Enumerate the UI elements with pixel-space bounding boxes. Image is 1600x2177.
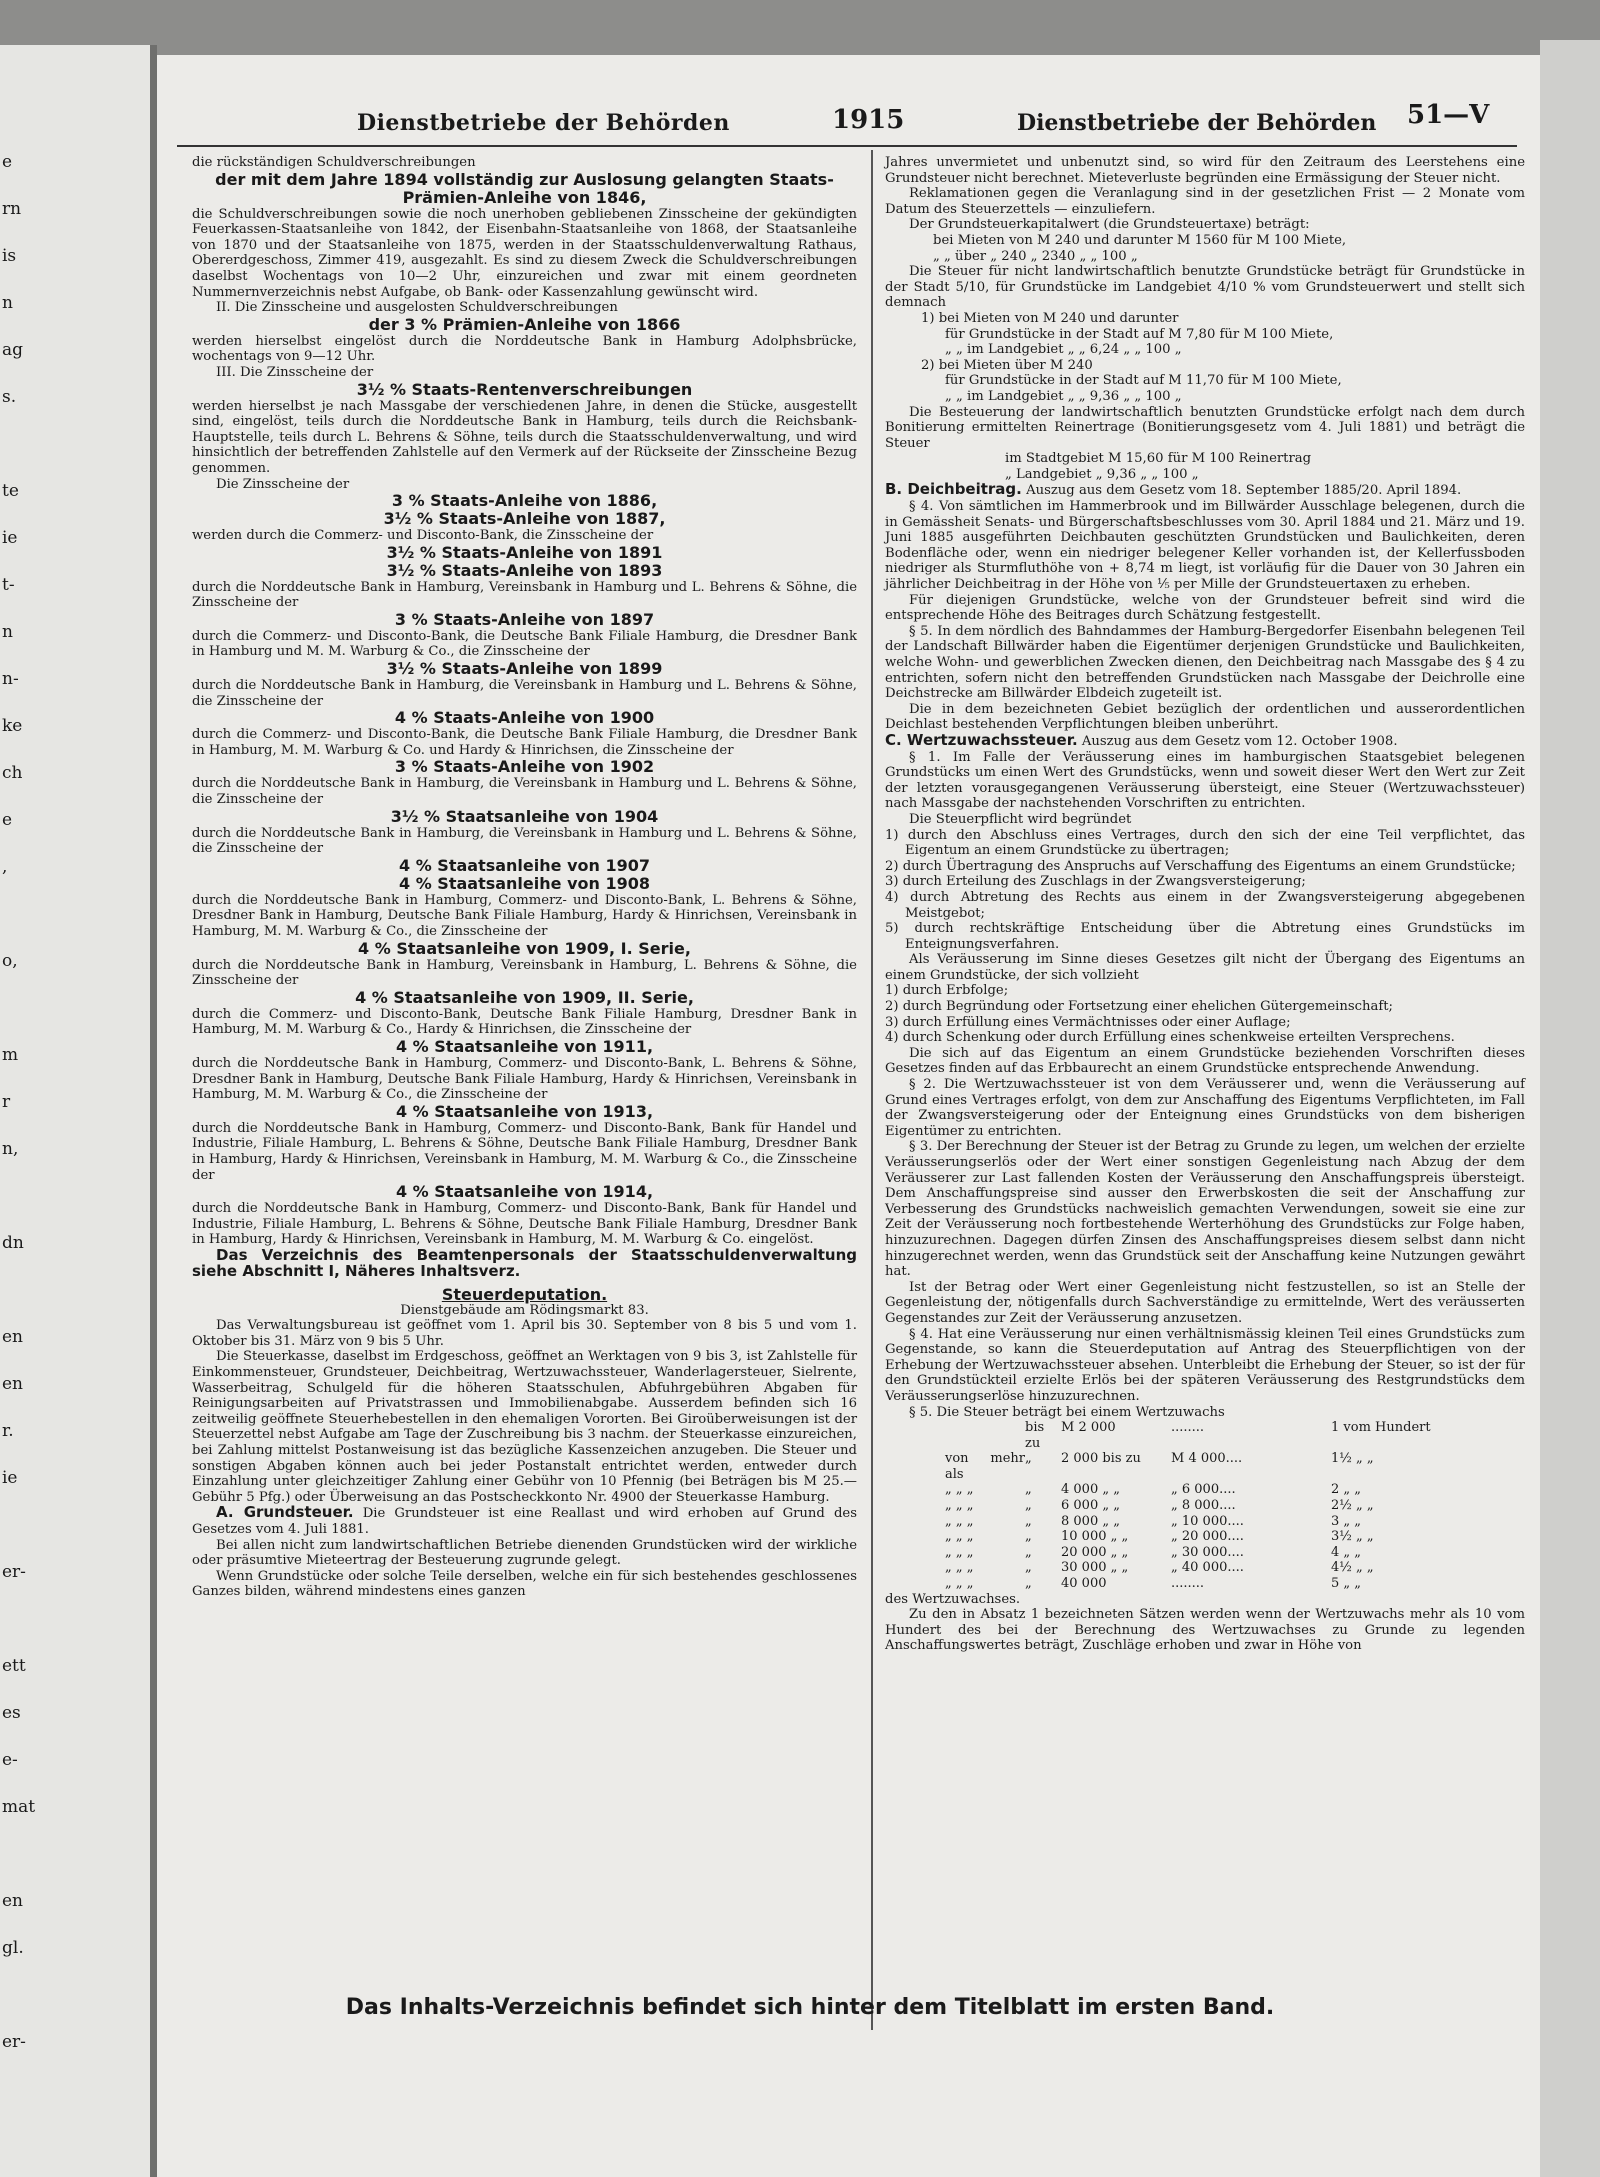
paragraph: Zu den in Absatz 1 bezeichneten Sätzen werden wenn der Wertzuwachs mehr als 10 vom Hundert des bei der Berechnung des Wertzuwachses zu Grunde zu legenden Anschaffungswertes beträgt, Zuschläge erhoben und zwar in Höhe von	[885, 1607, 1525, 1654]
right-column	[885, 155, 1525, 1654]
paragraph: III. Die Zinsscheine der	[216, 364, 374, 380]
table-cell: 4½ „ „	[1331, 1560, 1374, 1576]
page-number: 51—V	[1407, 100, 1490, 130]
table-cell: ........	[1171, 1420, 1205, 1436]
margin-fragment: gl.	[2, 1938, 24, 1958]
paragraph: durch die Norddeutsche Bank in Hamburg, Commerz- und Disconto-Bank, L. Behrens & Söhne, Dresdner Bank in Hamburg, Deutsche Bank Filiale Hamburg, Hardy & Hinrichsen, Vereinsbank in Hamburg, M. M. Warburg & Co., die Zinsscheine der	[192, 1055, 857, 1103]
paragraph: des Wertzuwachses.	[885, 1591, 1021, 1607]
paragraph: durch die Commerz- und Disconto-Bank, Deutsche Bank Filiale Hamburg, Dresdner Bank in Hamburg, M. M. Warburg & Co., Hardy & Hinrichsen, die Zinsscheine der	[192, 1006, 857, 1038]
loan-heading: 4 % Staatsanleihe von 1909, I. Serie,	[358, 938, 691, 958]
tax-rate-table	[945, 1420, 1525, 1592]
table-cell: „	[1025, 1544, 1032, 1560]
subsection-title: A. Grundsteuer.	[216, 1503, 354, 1522]
paragraph: Die sich auf das Eigentum an einem Grundstücke beziehenden Vorschriften dieses Gesetzes finden auf das Erbbaurecht an einem Grundstücke entsprechende Anwendung.	[885, 1045, 1525, 1077]
loan-heading: 3 % Staats-Anleihe von 1886,	[391, 491, 658, 511]
loan-heading: 3 % Staats-Anleihe von 1902	[394, 757, 655, 777]
table-cell: „ 8 000....	[1171, 1498, 1236, 1514]
margin-fragment: er-	[2, 1562, 26, 1582]
paragraph: durch die Norddeutsche Bank in Hamburg, die Vereinsbank in Hamburg und L. Behrens & Söhne, die Zinsscheine der	[192, 825, 857, 857]
rate-line: 1) bei Mieten von M 240 und darunter	[921, 310, 1179, 326]
right-edge	[1540, 40, 1600, 2177]
loan-heading: 4 % Staatsanleihe von 1909, II. Serie,	[355, 987, 694, 1007]
table-cell: „	[1025, 1560, 1032, 1576]
table-cell: 2 „ „	[1331, 1482, 1362, 1498]
paragraph: durch die Norddeutsche Bank in Hamburg, Vereinsbank in Hamburg, L. Behrens & Söhne, die Zinsscheine der	[192, 957, 857, 989]
table-cell: 2½ „ „	[1331, 1498, 1374, 1514]
paragraph: § 2. Die Wertzuwachssteuer ist von dem Veräusserer und, wenn die Veräusserung auf Grund eines Vertrages erfolgt, von dem zur Anschaffung des Eigentums Verpflichteten, im Fall der Zwangsversteigerung oder der Enteignung eines Grundstücks von dem bisherigen Eigentümer zu entrichten.	[885, 1077, 1525, 1139]
loan-heading: 4 % Staats-Anleihe von 1900	[394, 708, 655, 728]
margin-fragment: ag	[2, 340, 24, 360]
list-item: 1) durch Erbfolge;	[885, 983, 1009, 999]
rate-line: „ „ über „ 240 „ 2340 „ „ 100 „	[933, 248, 1138, 264]
paragraph: Der Grundsteuerkapitalwert (die Grundsteuertaxe) beträgt:	[909, 217, 1310, 233]
paragraph: Als Veräusserung im Sinne dieses Gesetzes gilt nicht der Übergang des Eigentums an einem Grundstücke, der sich vollzieht	[885, 952, 1525, 983]
header-rule	[177, 145, 1517, 147]
loan-heading: 3½ % Staats-Rentenverschreibungen	[356, 379, 693, 399]
loan-heading: 3½ % Staats-Anleihe von 1891	[386, 542, 663, 562]
loan-heading: 3½ % Staatsanleihe von 1904	[390, 806, 659, 826]
paragraph: Für diejenigen Grundstücke, welche von der Grundsteuer befreit sind wird die entsprechende Höhe des Beitrages durch Schätzung festgestellt.	[885, 592, 1525, 624]
table-cell: M 4 000....	[1171, 1451, 1243, 1467]
loan-heading: 4 % Staatsanleihe von 1911,	[395, 1036, 654, 1056]
table-cell: „ 40 000....	[1171, 1560, 1244, 1576]
margin-fragment: ett	[2, 1656, 26, 1676]
rate-line: für Grundstücke in der Stadt auf M 7,80 für M 100 Miete,	[945, 326, 1334, 342]
table-cell: „	[1025, 1529, 1032, 1545]
rate-line: für Grundstücke in der Stadt auf M 11,70 für M 100 Miete,	[945, 373, 1342, 389]
paragraph	[885, 482, 1525, 499]
rate-line: „ „ im Landgebiet „ „ 6,24 „ „ 100 „	[945, 342, 1182, 358]
table-cell: 5 „ „	[1331, 1576, 1362, 1592]
table-cell: „ „ „	[945, 1529, 974, 1545]
loan-heading: 3 % Staats-Anleihe von 1897	[394, 609, 655, 629]
paragraph: Die in dem bezeichneten Gebiet bezüglich der ordentlichen und ausserordentlichen Deichlast bestehenden Verpflichtungen bleiben unberührt.	[885, 701, 1525, 733]
margin-fragment: dn	[2, 1233, 24, 1253]
margin-fragment: ie	[2, 528, 18, 548]
table-cell: 4 „ „	[1331, 1544, 1362, 1560]
margin-fragment: ,	[2, 857, 8, 877]
paragraph-text: Auszug aus dem Gesetz vom 12. October 1908.	[1081, 733, 1398, 749]
list-item: 2) durch Übertragung des Anspruchs auf Verschaffung des Eigentums an einem Grundstücke;	[885, 858, 1516, 874]
loan-heading: 4 % Staatsanleihe von 1913,	[395, 1101, 654, 1121]
table-cell: M 2 000	[1061, 1420, 1116, 1436]
paragraph: Bei allen nicht zum landwirtschaftlichen Betriebe dienenden Grundstücken wird der wirkliche oder präsumtive Mieteertrag der Besteuerung zugrunde gelegt.	[192, 1537, 857, 1569]
running-head-year: 1915	[832, 105, 905, 135]
table-cell: 20 000 „ „	[1061, 1544, 1129, 1560]
margin-fragment: mat	[2, 1797, 36, 1817]
list-item: 3) durch Erfüllung eines Vermächtnisses oder einer Auflage;	[885, 1014, 1291, 1030]
paragraph: § 5. In dem nördlich des Bahndammes der Hamburg-Bergedorfer Eisenbahn belegenen Teil der Landschaft Billwärder haben die Eigentümer derjenigen Grundstücke und Baulichkeiten, welche Wohn- und gewerblichen Zwecken dienen, den Deichbeitrag nach Massgabe des § 4 zu entrichten, sofern nicht den betreffenden Grundstücken nach Massgabe der Deichrolle eine Deichstrecke am Billwärder Elbdeich zugeteilt ist.	[885, 623, 1525, 702]
loan-heading: der 3 % Prämien-Anleihe von 1866	[368, 314, 681, 334]
paragraph: werden hierselbst eingelöst durch die Norddeutsche Bank in Hamburg Adolphsbrücke, wochentags von 9—12 Uhr.	[192, 333, 857, 365]
margin-fragment: ie	[2, 1468, 18, 1488]
paragraph: werden durch die Commerz- und Disconto-Bank, die Zinsscheine der	[192, 528, 654, 544]
paragraph: Die Besteuerung der landwirtschaftlich benutzten Grundstücke erfolgt nach dem durch Bonitierung ermittelten Reinertrage (Bonitierungsgesetz vom 4. Juli 1881) und beträgt die Steuer	[885, 404, 1525, 451]
margin-fragment: e	[2, 810, 13, 830]
table-cell: 6 000 „ „	[1061, 1498, 1120, 1514]
table-cell: „	[1025, 1576, 1032, 1592]
list-item: 3) durch Erteilung des Zuschlags in der Zwangsversteigerung;	[885, 874, 1306, 890]
margin-fragment: es	[2, 1703, 21, 1723]
list-item: 5) durch rechtskräftige Entscheidung über die Abtretung eines Grundstücks im Enteignungsverfahren.	[885, 921, 1525, 952]
address: Dienstgebäude am Rödingsmarkt 83.	[400, 1302, 649, 1318]
list	[885, 983, 1525, 1045]
paragraph: Das Verwaltungsbureau ist geöffnet vom 1. April bis 30. September von 8 bis 5 und vom 1. Oktober bis 31. März von 9 bis 5 Uhr.	[192, 1318, 857, 1349]
margin-fragment: is	[2, 246, 17, 266]
paragraph: durch die Norddeutsche Bank in Hamburg, die Vereinsbank in Hamburg und L. Behrens & Söhne, die Zinsscheine der	[192, 776, 857, 808]
paragraph: durch die Commerz- und Disconto-Bank, die Deutsche Bank Filiale Hamburg, die Dresdner Bank in Hamburg, M. M. Warburg & Co. und Hardy & Hinrichsen, die Zinsscheine der	[192, 727, 857, 758]
loan-heading: 4 % Staatsanleihe von 1908	[399, 873, 650, 893]
table-cell: „ 6 000....	[1171, 1482, 1236, 1498]
margin-fragment: n	[2, 293, 13, 313]
margin-fragment: te	[2, 481, 19, 501]
table-cell: „ „ „	[945, 1576, 974, 1592]
list-item: 2) durch Begründung oder Fortsetzung einer ehelichen Gütergemeinschaft;	[885, 999, 1393, 1015]
paragraph: Die Zinsscheine der	[216, 476, 350, 492]
paragraph-text: Auszug aus dem Gesetz vom 18. September 1885/20. April 1894.	[1026, 483, 1462, 499]
paragraph: § 3. Der Berechnung der Steuer ist der Betrag zu Grunde zu legen, um welchen der erzielte Veräusserungserlös oder der Wert einer sonstigen Gegenleistung nach Abzug der dem Veräusserer zur Last fallenden Kosten der Veräusserung den Anschaffungspreis übersteigt. Dem Anschaffungspreise sind ausser den Erwerbskosten die seit der Anschaffung zur Verbesserung des Grundstücks nachweislich gemachten Verwendungen, soweit sie eine zur Zeit der Veräusserung noch fortbestehende Werterhöhung des Grundstücks zur Folge haben, hinzuzurechnen. Dagegen dürfen Zinsen des Anschaffungspreises diesem selbst dann nicht hinzugerechnet werden, wenn das Grundstück seit der Anschaffung keine Nutzungen gewährt hat.	[885, 1139, 1525, 1280]
table-cell: ........	[1171, 1576, 1205, 1592]
margin-fragment: e	[2, 152, 13, 172]
margin-fragment: e-	[2, 1750, 18, 1770]
table-cell: „ „ „	[945, 1544, 974, 1560]
margin-fragment: r	[2, 1092, 11, 1112]
margin-fragment: er-	[2, 2032, 26, 2052]
paragraph-text: Die Grundsteuer ist eine Reallast und wird erhoben auf Grund des Gesetzes vom 4. Juli 1881.	[192, 1506, 857, 1537]
table-cell: 1½ „ „	[1331, 1451, 1374, 1467]
margin-fragment: o,	[2, 951, 18, 971]
paragraph: durch die Norddeutsche Bank in Hamburg, Commerz- und Disconto-Bank, Bank für Handel und Industrie, Filiale Hamburg, L. Behrens & Söhne, Deutsche Bank Filiale Hamburg, Dresdner Bank in Hamburg, Hardy & Hinrichsen, Vereinsbank in Hamburg, M. M. Warburg & Co. eingelöst.	[192, 1201, 857, 1248]
margin-fragment: s.	[2, 387, 17, 407]
table-cell: „	[1025, 1482, 1032, 1498]
rate-line: bei Mieten von M 240 und darunter M 1560 für M 100 Miete,	[933, 232, 1347, 248]
table-cell: 4 000 „ „	[1061, 1482, 1120, 1498]
list	[885, 828, 1525, 953]
table-cell: 10 000 „ „	[1061, 1529, 1129, 1545]
loan-heading: der mit dem Jahre 1894 vollständig zur Auslosung gelangten Staats-Prämien-Anleihe von 1846,	[215, 169, 834, 207]
table-cell: „ „ „	[945, 1560, 974, 1576]
rate-line: „ Landgebiet „ 9,36 „ „ 100 „	[1005, 466, 1199, 482]
table-cell: „ 10 000....	[1171, 1513, 1244, 1529]
paragraph: durch die Norddeutsche Bank in Hamburg, Commerz- und Disconto-Bank, Bank für Handel und Industrie, Filiale Hamburg, L. Behrens & Söhne, Deutsche Bank Filiale Hamburg, Dresdner Bank in Hamburg, Hardy & Hinrichsen, Vereinsbank in Hamburg, M. M. Warburg & Co., die Zinsscheine der	[192, 1120, 857, 1183]
loan-heading: 3½ % Staats-Anleihe von 1887,	[383, 509, 666, 529]
table-cell: „	[1025, 1451, 1032, 1467]
margin-fragment: n-	[2, 669, 19, 689]
margin-fragment: r.	[2, 1421, 14, 1441]
paragraph: Die Steuerpflicht wird begründet	[909, 811, 1132, 827]
loan-heading: 4 % Staatsanleihe von 1907	[399, 855, 650, 875]
paragraph: § 1. Im Falle der Veräusserung eines im hamburgischen Staatsgebiet belegenen Grundstücks um einen Wert des Grundstücks, wenn und soweit dieser Wert den Wert zur Zeit der letzten vorausgegangenen Veräusserung übersteigt, eine Steuer (Wertzuwachssteuer) nach Massgabe der nachstehenden Vorschriften zu entrichten.	[885, 749, 1525, 812]
paragraph: durch die Commerz- und Disconto-Bank, die Deutsche Bank Filiale Hamburg, die Dresdner Bank in Hamburg und M. M. Warburg & Co., die Zinsscheine der	[192, 628, 857, 660]
paragraph	[885, 730, 1525, 750]
paragraph: Die Steuerkasse, daselbst im Erdgeschoss, geöffnet an Werktagen von 9 bis 3, ist Zahlstelle für Einkommensteuer, Grundsteuer, Deichbeitrag, Wertzuwachssteuer, Wanderlagersteuer, Sielrente, Wasserbeitrag, Schulgeld für die höheren Staatsschulen, Abfuhrgebühren Abgaben für Reinigungsarbeiten auf Privatstrassen und Immobilienabgabe. Ausserdem befinden sich 16 zeitweilig geöffnete Steuerhebestellen in den ehemaligen Vororten. Bei Giroüberweisungen ist der Steuerzettel nebst Aufgabe am Tage der Zuschreibung bis 3 nachm. der Steuerkasse einzureichen, bei Zahlung mittelst Postanweisung ist das bezügliche Kassenzeichen anzugeben. Die Steuer und sonstigen Abgaben können auch bei jeder Postanstalt entrichtet werden, entweder durch Einzahlung unter gleichzeitiger Zahlung einer Gebühr von 10 Pfennig (bei Beträgen bis M 25.— Gebühr 5 Pfg.) oder Überweisung an das Postscheckkonto Nr. 4900 der Steuerkasse Hamburg.	[192, 1349, 857, 1505]
paragraph: § 4. Hat eine Veräusserung nur einen verhältnismässig kleinen Teil eines Grundstücks zum Gegenstande, so kann die Steuerdeputation auf Antrag des Steuerpflichtigen von der Erhebung der Wertzuwachssteuer absehen. Unterbleibt die Erhebung der Steuer, so ist der für den Grundstückteil erzielte Erlös bei der späteren Veräusserung des Restgrundstücks dem Veräusserungserlöse hinzuzurechnen.	[885, 1326, 1525, 1404]
loan-heading: 4 % Staatsanleihe von 1914,	[395, 1182, 654, 1202]
table-cell: 2 000 bis zu	[1061, 1451, 1141, 1467]
paragraph: Wenn Grundstücke oder solche Teile derselben, welche ein für sich bestehendes geschlossenes Ganzes bilden, während mindestens eines ganzen	[192, 1568, 857, 1600]
margin-fragment: m	[2, 1045, 19, 1065]
table-cell: „ 20 000....	[1171, 1529, 1244, 1545]
margin-fragment: n	[2, 622, 13, 642]
list-item: 4) durch Abtretung des Rechts aus einem in der Zwangsversteigerung abgegebenen Meistgebot;	[885, 889, 1525, 921]
book-gutter	[150, 45, 157, 2177]
rate-line: „ „ im Landgebiet „ „ 9,36 „ „ 100 „	[945, 388, 1182, 404]
right-page	[157, 55, 1540, 2177]
paragraph: Ist der Betrag oder Wert einer Gegenleistung nicht festzustellen, so ist an Stelle der Gegenleistung der, nötigenfalls durch Sachverständige zu ermittelnde, Wert des veräusserten Gegenstandes zur Zeit der Veräusserung anzusetzen.	[885, 1279, 1525, 1326]
table-cell: 3½ „ „	[1331, 1529, 1374, 1545]
paragraph: II. Die Zinsscheine und ausgelosten Schuldverschreibungen	[216, 300, 618, 316]
paragraph: § 4. Von sämtlichen im Hammerbrook und im Billwärder Ausschlage belegenen, durch die in Gemässheit Senats- und Bürgerschaftsbeschlusses vom 30. April 1884 und 21. März und 19. Juni 1885 ausgeführten Deichbauten geschützten Grundstücken und Baulichkeiten, deren Bodenfläche oder, wenn ein niedriger belegener Keller vorhanden ist, der Kellerfussboden niedriger als Sturmfluthöhe von + 8,74 m liegt, ist vorläufig für die Dauer von 30 Jahren ein jährlicher Deichbeitrag in der Höhe von ⅕ per Mille der Grundsteuertaxen zu erheben.	[885, 499, 1525, 593]
running-head-right: Dienstbetriebe der Behörden	[1017, 110, 1377, 136]
rate-line: 2) bei Mieten über M 240	[921, 357, 1093, 373]
loan-heading: 3½ % Staats-Anleihe von 1893	[386, 560, 663, 580]
table-cell: „ „ „	[945, 1482, 974, 1498]
paragraph: Jahres unvermietet und unbenutzt sind, so wird für den Zeitraum des Leerstehens eine Grundsteuer nicht berechnet. Mieteverluste begründen eine Ermässigung der Steuer nicht.	[885, 155, 1525, 186]
table-cell: 8 000 „ „	[1061, 1513, 1120, 1529]
paragraph: werden hierselbst je nach Massgabe der verschiedenen Jahre, in denen die Stücke, ausgestellt sind, eingelöst, teils durch die Norddeutsche Bank in Hamburg, teils durch die Reichsbank-Hauptstelle, teils durch L. Behrens & Söhne, teils durch die Staatsschuldenverwaltung, und wird hinsichtlich der betreffenden Zahlstelle auf den Vermerk auf der Rückseite der Zinsscheine Bezug genommen.	[192, 398, 857, 476]
table-cell	[945, 1420, 1025, 1451]
left-column	[192, 155, 857, 1600]
subsection-title: C. Wertzuwachssteuer.	[885, 730, 1078, 749]
list-item: 1) durch den Abschluss eines Vertrages, durch den sich der eine Teil verpflichtet, das Eigentum an einem Grundstücke zu übertragen;	[885, 827, 1525, 859]
paragraph: Die Steuer für nicht landwirtschaftlich benutzte Grundstücke beträgt für Grundstücke in der Stadt 5/10, für Grundstücke im Landgebiet 4/10 % vom Grundsteuerwert und stellt sich demnach	[885, 264, 1525, 311]
column-rule	[871, 150, 873, 2030]
loan-heading: 3½ % Staats-Anleihe von 1899	[386, 659, 663, 679]
running-head-left: Dienstbetriebe der Behörden	[357, 110, 730, 136]
table-cell: bis zu	[1025, 1420, 1045, 1451]
paragraph-bold: Das Verzeichnis des Beamtenpersonals der Staatsschuldenverwaltung siehe Abschnitt I, Näheres Inhaltsverz.	[192, 1245, 857, 1280]
section-heading: Steuerdeputation.	[441, 1285, 608, 1305]
table-cell: von mehr als	[945, 1451, 1025, 1482]
margin-fragment: en	[2, 1891, 24, 1911]
margin-fragment: ch	[2, 763, 23, 783]
paragraph: durch die Norddeutsche Bank in Hamburg, die Vereinsbank in Hamburg und L. Behrens & Söhne, die Zinsscheine der	[192, 678, 857, 709]
margin-fragment: n,	[2, 1139, 19, 1159]
table-cell: 1 vom Hundert	[1331, 1420, 1431, 1436]
table-cell: „	[1025, 1498, 1032, 1514]
paragraph: die Schuldverschreibungen sowie die noch unerhoben gebliebenen Zinsscheine der gekündigten Feuerkassen-Staatsanleihe von 1842, der Eisenbahn-Staatsanleihe von 1868, der Staatsanleihe von 1870 und der Staatsanleihe von 1875, werden in der Staatsschuldenverwaltung Rathaus, Obererdgeschoss, Zimmer 419, ausgezahlt. Es sind zu diesem Zweck die Schuldverschreibungen daselbst Wochentags von 10—2 Uhr, einzureichen und zwar mit einem geordneten Nummernverzeichnis nebst Aufgabe, ob Bank- oder Kassenzahlung gewünscht wird.	[192, 206, 857, 300]
paragraph	[192, 1505, 857, 1537]
left-page-edge	[0, 45, 150, 2177]
table-cell: „ 30 000....	[1171, 1544, 1244, 1560]
paragraph: Reklamationen gegen die Veranlagung sind in der gesetzlichen Frist — 2 Monate vom Datum des Steuerzettels — einzuliefern.	[885, 186, 1525, 217]
table-cell: 3 „ „	[1331, 1513, 1362, 1529]
table-cell: „	[1025, 1513, 1032, 1529]
footer-note: Das Inhalts-Verzeichnis befindet sich hinter dem Titelblatt im ersten Band.	[345, 1995, 1275, 2020]
paragraph: die rückständigen Schuldverschreibungen	[192, 155, 476, 170]
margin-fragment: rn	[2, 199, 22, 219]
margin-fragment: ke	[2, 716, 23, 736]
rate-line: im Stadtgebiet M 15,60 für M 100 Reinertrag	[1005, 451, 1312, 467]
subsection-title: B. Deichbeitrag.	[885, 480, 1022, 499]
table-cell: 30 000 „ „	[1061, 1560, 1129, 1576]
margin-fragment: en	[2, 1327, 24, 1347]
list-item: 4) durch Schenkung oder durch Erfüllung eines schenkweise erteilten Versprechens.	[885, 1030, 1455, 1046]
table-cell: „ „ „	[945, 1513, 974, 1529]
paragraph: durch die Norddeutsche Bank in Hamburg, Vereinsbank in Hamburg und L. Behrens & Söhne, die Zinsscheine der	[192, 579, 857, 611]
margin-fragment: en	[2, 1374, 24, 1394]
table-cell: „ „ „	[945, 1498, 974, 1514]
margin-fragment: t-	[2, 575, 15, 595]
paragraph: durch die Norddeutsche Bank in Hamburg, Commerz- und Disconto-Bank, L. Behrens & Söhne, Dresdner Bank in Hamburg, Deutsche Bank Filiale Hamburg, Hardy & Hinrichsen, Vereinsbank in Hamburg, M. M. Warburg & Co., die Zinsscheine der	[192, 892, 857, 939]
table-cell: 40 000	[1061, 1576, 1107, 1592]
paragraph: § 5. Die Steuer beträgt bei einem Wertzuwachs	[909, 1404, 1225, 1420]
